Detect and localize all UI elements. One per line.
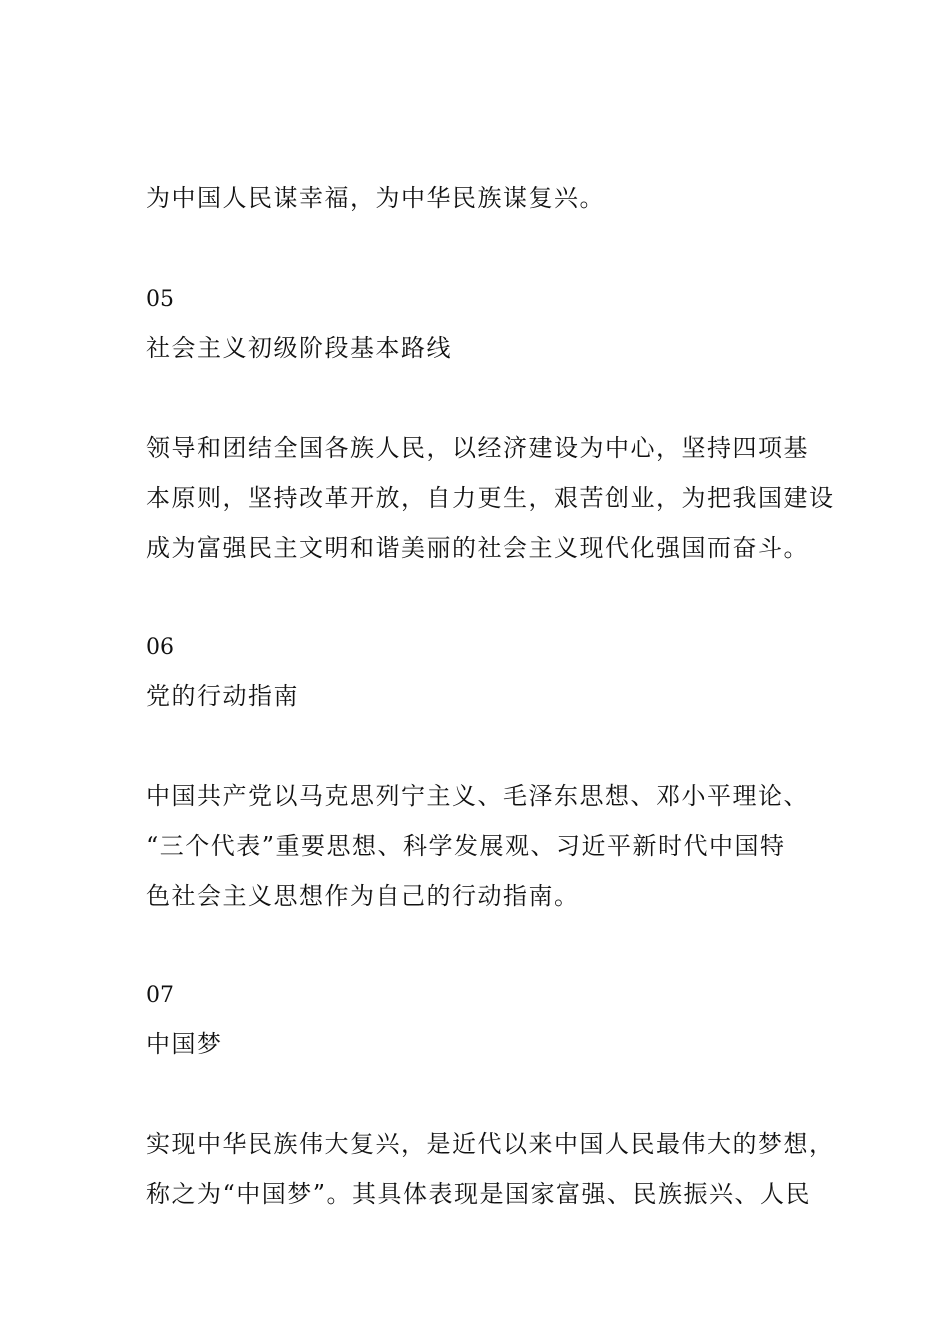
paragraph-line: “三个代表”重要思想、科学发展观、习近平新时代中国特 <box>146 832 786 860</box>
paragraph-line: 成为富强民主文明和谐美丽的社会主义现代化强国而奋斗。 <box>146 534 809 562</box>
paragraph-line: 色社会主义思想作为自己的行动指南。 <box>146 882 580 910</box>
section-number: 07 <box>146 983 174 1008</box>
intro-line: 为中国人民谋幸福，为中华民族谋复兴。 <box>146 184 605 212</box>
paragraph-line: 实现中华民族伟大复兴，是近代以来中国人民最伟大的梦想， <box>146 1130 835 1158</box>
paragraph-line: 本原则，坚持改革开放，自力更生，艰苦创业，为把我国建设 <box>146 484 835 512</box>
section-heading: 中国梦 <box>146 1030 223 1058</box>
paragraph-line: 称之为“中国梦”。其具体表现是国家富强、民族振兴、人民 <box>146 1180 812 1208</box>
section-number: 05 <box>146 287 174 312</box>
section-heading: 党的行动指南 <box>146 682 299 710</box>
section-heading: 社会主义初级阶段基本路线 <box>146 334 452 362</box>
paragraph-line: 中国共产党以马克思列宁主义、毛泽东思想、邓小平理论、 <box>146 782 809 810</box>
section-number: 06 <box>146 635 174 660</box>
paragraph-line: 领导和团结全国各族人民，以经济建设为中心，坚持四项基 <box>146 434 809 462</box>
